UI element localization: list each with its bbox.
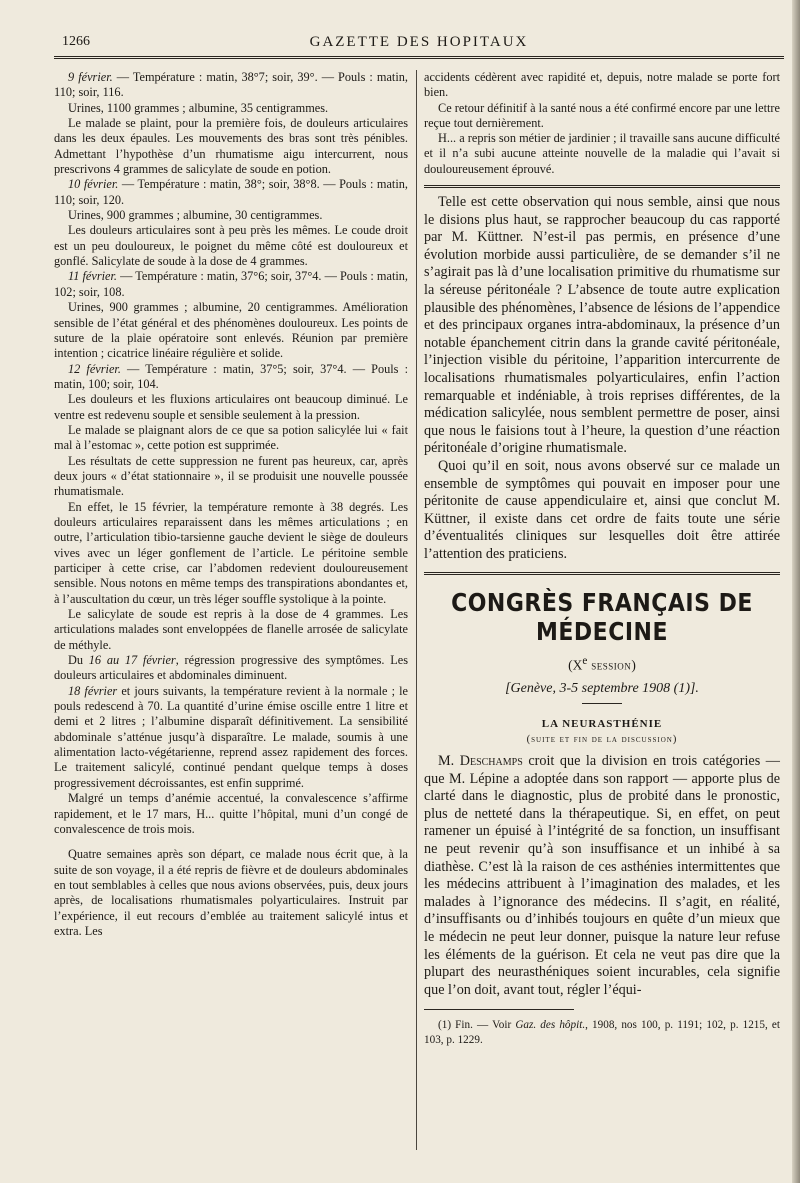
date-label: 11 février.: [68, 269, 117, 284]
header-rule: [54, 56, 784, 59]
speaker-name: M. Deschamps: [438, 753, 523, 770]
footnote: [424, 1018, 780, 1047]
footnote-journal: Gaz. des hôpit.: [515, 1019, 586, 1032]
paragraph: Les douleurs et les fluxions articulaires ont beaucoup diminué. Le ventre est redevenu souple et sensible seulement à la pression.: [54, 392, 408, 422]
session-text: (X: [568, 657, 583, 673]
paragraph: [54, 684, 408, 791]
conclusion: [424, 194, 780, 563]
paragraph-text: croit que la division en trois catégories — que M. Lépine a adoptée dans son rapport — apporte plus de clarté dans le diagnostic, plus de probité dans le pronostic, plus de netteté dans la thérapeutique. Si, en effet, on peut ramener un épuisé à l’intégrité de sa fonction, un insuffisant ne peut revenir qu’à son insuffisance et un inhibé à sa diathèse. C’est là la raison de ces asthénies intermittentes que les médecins attribuent à l’imagination des malades, et les malades à l’ignorance des médecins. Il s’agit, en réalité, d’insuffisants ou d’inhibés toujours en quête d’un mieux que le médecin ne peut leur donner, puisque la nature leur refuse les éléments de la guérison. Et cela ne veut pas dire que la plupart des neurasthéniques soient incurables, cela signifie que l’on doit, avant tout, régler l’équi-: [424, 753, 780, 998]
left-column: [54, 70, 408, 939]
paragraph: Le malade se plaint, pour la première fois, de douleurs articulaires dans les deux épaules. Les mouvements des bras sont très pénibles. Admettant l’hypothèse d’un rhumatisme aigu intercurrent, nous prescrivons 4 grammes de salicylate de soude en potion.: [54, 116, 408, 177]
paragraph-text: — Température : matin, 37°6; soir, 37°4. — Pouls : matin, 102; soir, 108.: [54, 269, 408, 299]
session-text: session: [587, 657, 632, 673]
short-rule: [582, 703, 622, 704]
paragraph: [54, 70, 408, 101]
paragraph-text: — Température : matin, 38°7; soir, 39°. — Pouls : matin, 110; soir, 116.: [54, 70, 408, 100]
paragraph: Telle est cette observation qui nous semble, ainsi que nous le disions plus haut, se rapprocher beaucoup du cas rapporté par M. Küttner. N’est-il pas permis, en présence d’une évolution morbide aussi particulière, de se demander s’il ne s’agirait pas là d’une localisation primitive du rhumatisme sur la séreuse péritonéale ? L’absence de toute autre explication plausible des phénomènes, l’absence de lésions de l’appendice et des principaux organes intra-abdominaux, la présence d’un notable épanchement citrin dans la grande cavité péritonéale, l’injection visible du péritoine, l’apparition intercurrente de localisations rhumatismales polyarticulaires, enfin l’action remarquable et indéniable, à trois reprises différentes, de la médication salicylée, nous semblent permettre de poser, ainsi que nous le faisions tout à l’heure, la question d’une réaction péritonéale d’origine rhumatismale.: [424, 194, 780, 457]
paragraph: [54, 269, 408, 300]
paragraph: Le malade se plaignant alors de ce que sa potion salicylée lui « fait mal à l’estomac », cette potion est supprimée.: [54, 422, 408, 453]
topic-subheading: (suite et fin de la discussion): [526, 734, 678, 746]
paragraph-text: , régression progressive des symptômes. Les douleurs articulaires et abdominales diminuent.: [54, 653, 408, 683]
paragraph: Ce retour définitif à la santé nous a été confirmé encore par une lettre reçue tout dernièrement.: [424, 100, 780, 130]
paragraph: Malgré un temps d’anémie accentué, la convalescence s’affirme rapidement, et le 17 mars, H... quitte l’hôpital, muni d’un congé de convalescence de trois mois.: [54, 791, 408, 836]
paragraph: [54, 653, 408, 684]
session-place: [Genève, 3-5 septembre 1908 (1)].: [505, 681, 699, 697]
page-edge: [792, 0, 800, 1183]
session-label: [424, 655, 780, 674]
paragraph-text: — Température : matin, 38°; soir, 38°8. — Pouls : matin, 110; soir, 120.: [54, 177, 408, 207]
observation-end: [424, 70, 780, 177]
paragraph-text: et jours suivants, la température revient à la normale ; le pouls redescend à 70. La quantité d’urine émise oscille entre 1 litre et demi et 2 litres ; l’albumine disparaît définitivement. La sensibilité abdominale s’atténue jusqu’à disparaître. Le malade, soumis à une alimentation lacto-végétarienne, reprend assez rapidement des forces. Le traitement salicylé, continué pendant quelque temps à doses progressivement décroissantes, est enfin supprimé.: [54, 683, 408, 790]
topic-heading: LA NEURASTHÉNIE: [541, 718, 663, 731]
paragraph: Les résultats de cette suppression ne furent pas heureux, car, après deux jours « d’état stationnaire », il se produisit une nouvelle poussée rhumatismale.: [54, 453, 408, 499]
date-label: 18 février: [68, 683, 118, 698]
paragraph-text: — Température : matin, 37°5; soir, 37°4. — Pouls : matin, 100; soir, 104.: [54, 361, 408, 391]
paragraph: Les douleurs articulaires sont à peu près les mêmes. Le coude droit est un peu douloureux, le poignet du même côté est douloureux et gonflé. Salicylate de soude à la dose de 4 grammes.: [54, 223, 408, 269]
paragraph: En effet, le 15 février, la température remonte à 38 degrés. Les douleurs articulaires reparaissent dans les mêmes articulations ; en outre, l’articulation tibio-tarsienne gauche devient le siège de douleurs vives avec un léger gonflement de l’article. Le péritoine semble participer à cette crise, car l’abdomen redevient douloureusement sensible. Nous notons en même temps des transpirations abondantes et, à l’auscultation du cœur, un très léger souffle systolique à la pointe.: [54, 499, 408, 606]
date-label: 10 février.: [68, 177, 119, 192]
footnote-rule: [424, 1009, 574, 1010]
paragraph: [54, 177, 408, 208]
date-label: 9 février.: [68, 70, 113, 84]
section-rule: [424, 185, 780, 188]
paragraph: Urines, 1100 grammes ; albumine, 35 centigrammes.: [68, 100, 329, 115]
right-column: [424, 70, 780, 1047]
page-number: 1266: [62, 34, 90, 49]
paragraph: Urines, 900 grammes ; albumine, 30 centigrammes.: [68, 208, 323, 223]
paragraph: H... a repris son métier de jardinier ; il travaille sans aucune difficulté et il n’a subi aucune atteinte nouvelle de la maladie qui l’avait si douloureusement éprouvé.: [424, 131, 780, 176]
date-label: 12 février.: [68, 361, 121, 376]
section-rule: [424, 572, 780, 575]
session-sup: e: [582, 654, 588, 667]
paragraph: [424, 753, 780, 999]
journal-title: GAZETTE DES HOPITAUX: [309, 34, 529, 50]
page-header: [54, 30, 784, 56]
paragraph: Quoi qu’il en soit, nous avons observé sur ce malade un ensemble de symptômes qui pouvait en imposer pour une péritonite de cause appendiculaire et, ainsi que conclut M. Küttner, il existe dans cet ordre de faits toute une série d’éventualités cliniques sur lesquelles doit être attirée l’attention des praticiens.: [424, 457, 780, 562]
footnote-text: , 1908, nos 100, p. 1191; 102, p. 1215, et 103, p. 1229.: [424, 1019, 780, 1046]
column-divider: [416, 70, 417, 1150]
footnote-text: (1) Fin. — Voir: [438, 1019, 516, 1032]
session-text: ): [631, 657, 636, 673]
paragraph: [54, 362, 408, 393]
congress-title: CONGRÈS FRANÇAIS DE MÉDECINE: [451, 588, 753, 647]
paragraph: Quatre semaines après son départ, ce malade nous écrit que, à la suite de son voyage, il a été repris de fièvre et de douleurs abdominales en tout semblables à celles que nous avions observées, puis, deux jours après, de localisations rhumatismales polyarticulaires. Instruit par l’expérience, il eut recours d’emblée au traitement salicylé intus et extra. Les: [54, 847, 408, 938]
paragraph-text: Du: [68, 653, 89, 668]
paragraph: accidents cédèrent avec rapidité et, depuis, notre malade se porte fort bien.: [424, 70, 780, 100]
date-label: 16 au 17 février: [88, 653, 176, 668]
paragraph: Urines, 900 grammes ; albumine, 20 centigrammes. Amélioration sensible de l’état général et des phénomènes douloureux. Les points de suture de la plaie opératoire sont enlevés. Réunion par première intention ; cicatrice linéaire régulière et solide.: [54, 300, 408, 361]
paragraph: Le salicylate de soude est repris à la dose de 4 grammes. Les articulations malades sont enveloppées de flanelle arrosée de salicylate de méthyle.: [54, 607, 408, 652]
